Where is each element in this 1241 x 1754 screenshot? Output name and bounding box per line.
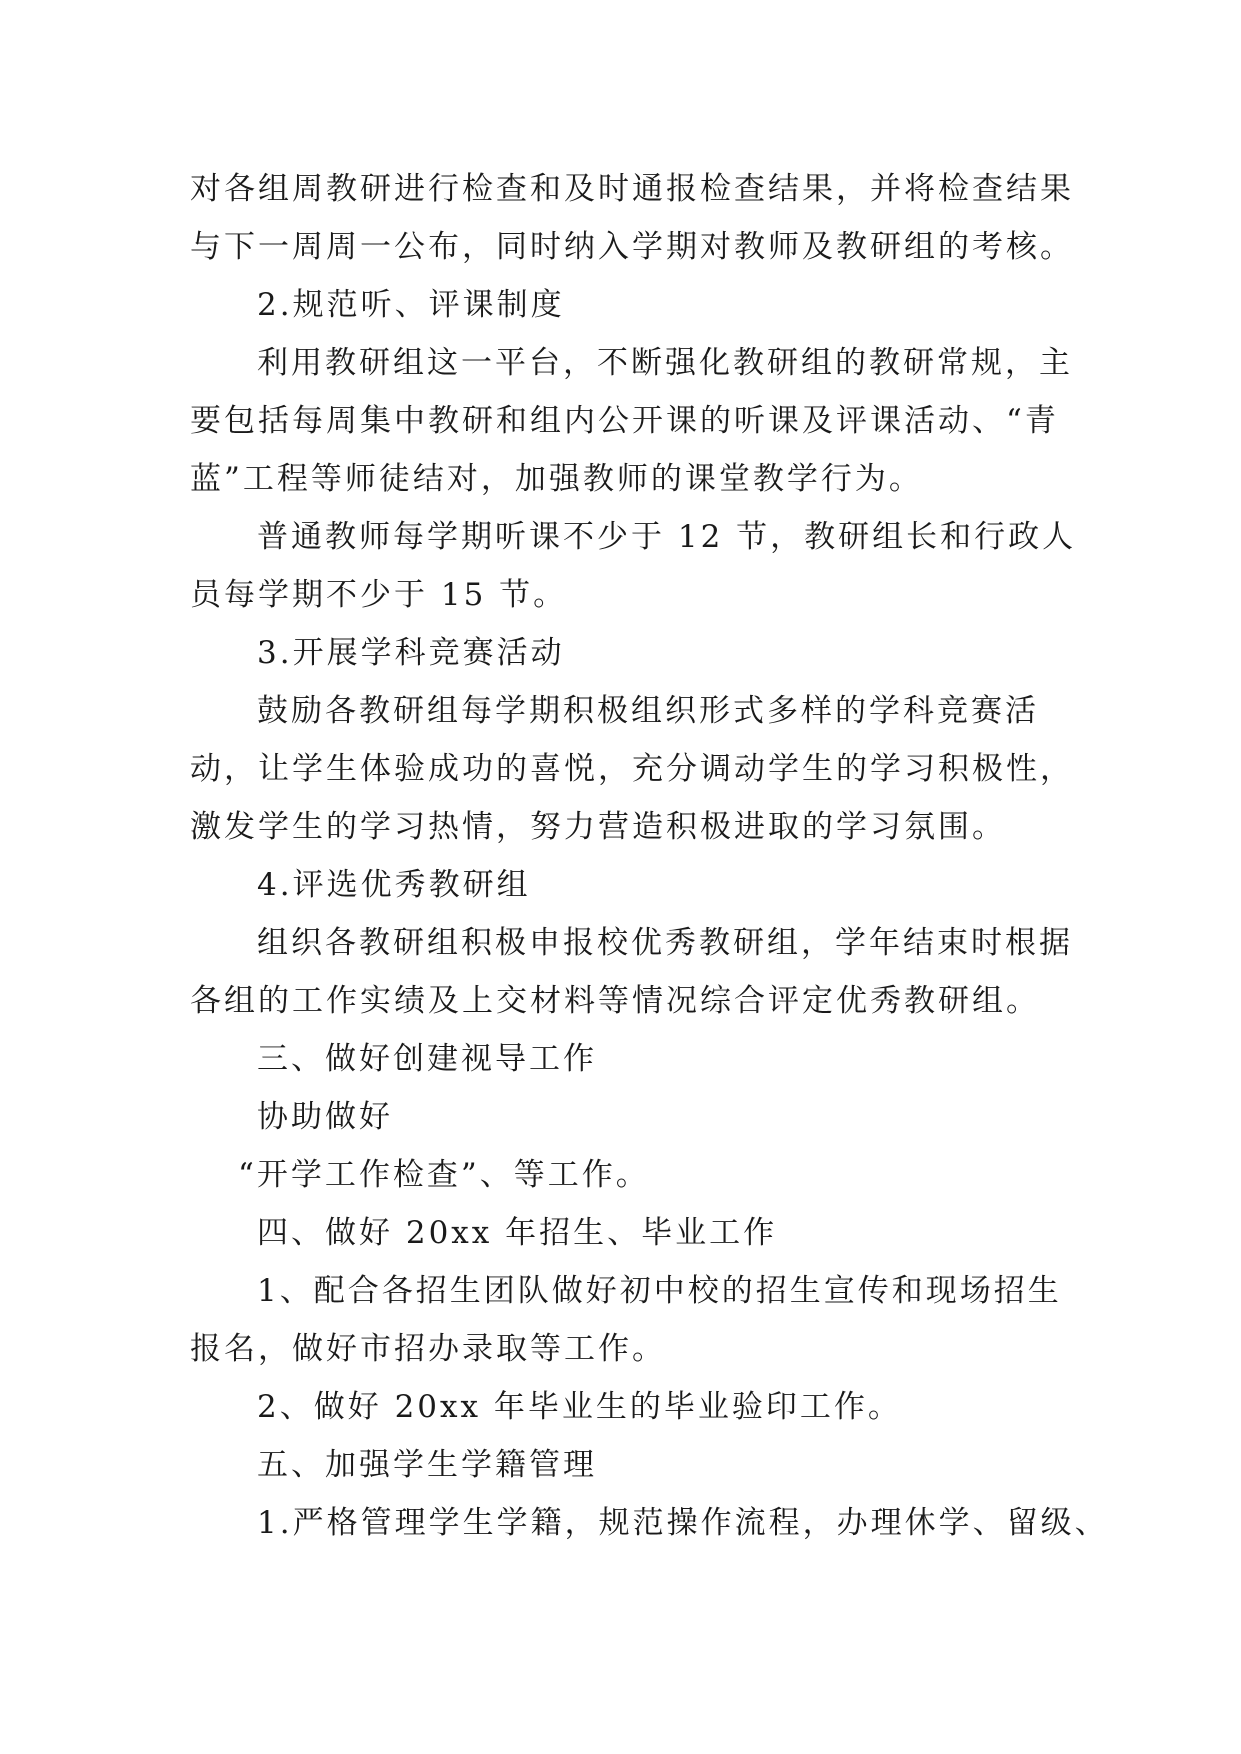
paragraph-line: 员每学期不少于 15 节。	[190, 577, 568, 613]
paragraph-line: 报名，做好市招办录取等工作。	[190, 1331, 666, 1367]
section-heading: 3.开展学科竞赛活动	[257, 635, 565, 671]
section-heading: 4.评选优秀教研组	[257, 867, 531, 903]
paragraph-line: 动，让学生体验成功的喜悦，充分调动学生的学习积极性，	[190, 751, 1074, 787]
paragraph-line: 与下一周周一公布，同时纳入学期对教师及教研组的考核。	[190, 229, 1074, 265]
paragraph-line: 协助做好	[257, 1099, 393, 1135]
paragraph-line: 激发学生的学习热情，努力营造积极进取的学习氛围。	[190, 809, 1006, 845]
paragraph-line: 对各组周教研进行检查和及时通报检查结果，并将检查结果	[190, 171, 1074, 207]
section-heading: 2.规范听、评课制度	[257, 287, 565, 323]
paragraph-line: 蓝”工程等师徒结对，加强教师的课堂教学行为。	[190, 461, 923, 497]
paragraph-line: 组织各教研组积极申报校优秀教研组，学年结束时根据	[257, 925, 1073, 961]
section-heading: 三、做好创建视导工作	[257, 1041, 597, 1077]
paragraph-line: 2、做好 20xx 年毕业生的毕业验印工作。	[257, 1389, 902, 1425]
paragraph-line: “开学工作检查”、等工作。	[238, 1157, 650, 1193]
paragraph-line: 要包括每周集中教研和组内公开课的听课及评课活动、“青	[190, 403, 1059, 439]
paragraph-line: 鼓励各教研组每学期积极组织形式多样的学科竞赛活	[257, 693, 1039, 729]
paragraph-line: 各组的工作实绩及上交材料等情况综合评定优秀教研组。	[190, 983, 1040, 1019]
paragraph-line: 利用教研组这一平台，不断强化教研组的教研常规，主	[257, 345, 1073, 381]
paragraph-line: 1、配合各招生团队做好初中校的招生宣传和现场招生	[257, 1273, 1062, 1309]
section-heading: 四、做好 20xx 年招生、毕业工作	[257, 1215, 778, 1251]
section-heading: 五、加强学生学籍管理	[257, 1447, 597, 1483]
paragraph-line: 1.严格管理学生学籍，规范操作流程，办理休学、留级、	[257, 1505, 1109, 1541]
paragraph-line: 普通教师每学期听课不少于 12 节，教研组长和行政人	[257, 519, 1077, 555]
document-body	[190, 160, 1109, 1552]
